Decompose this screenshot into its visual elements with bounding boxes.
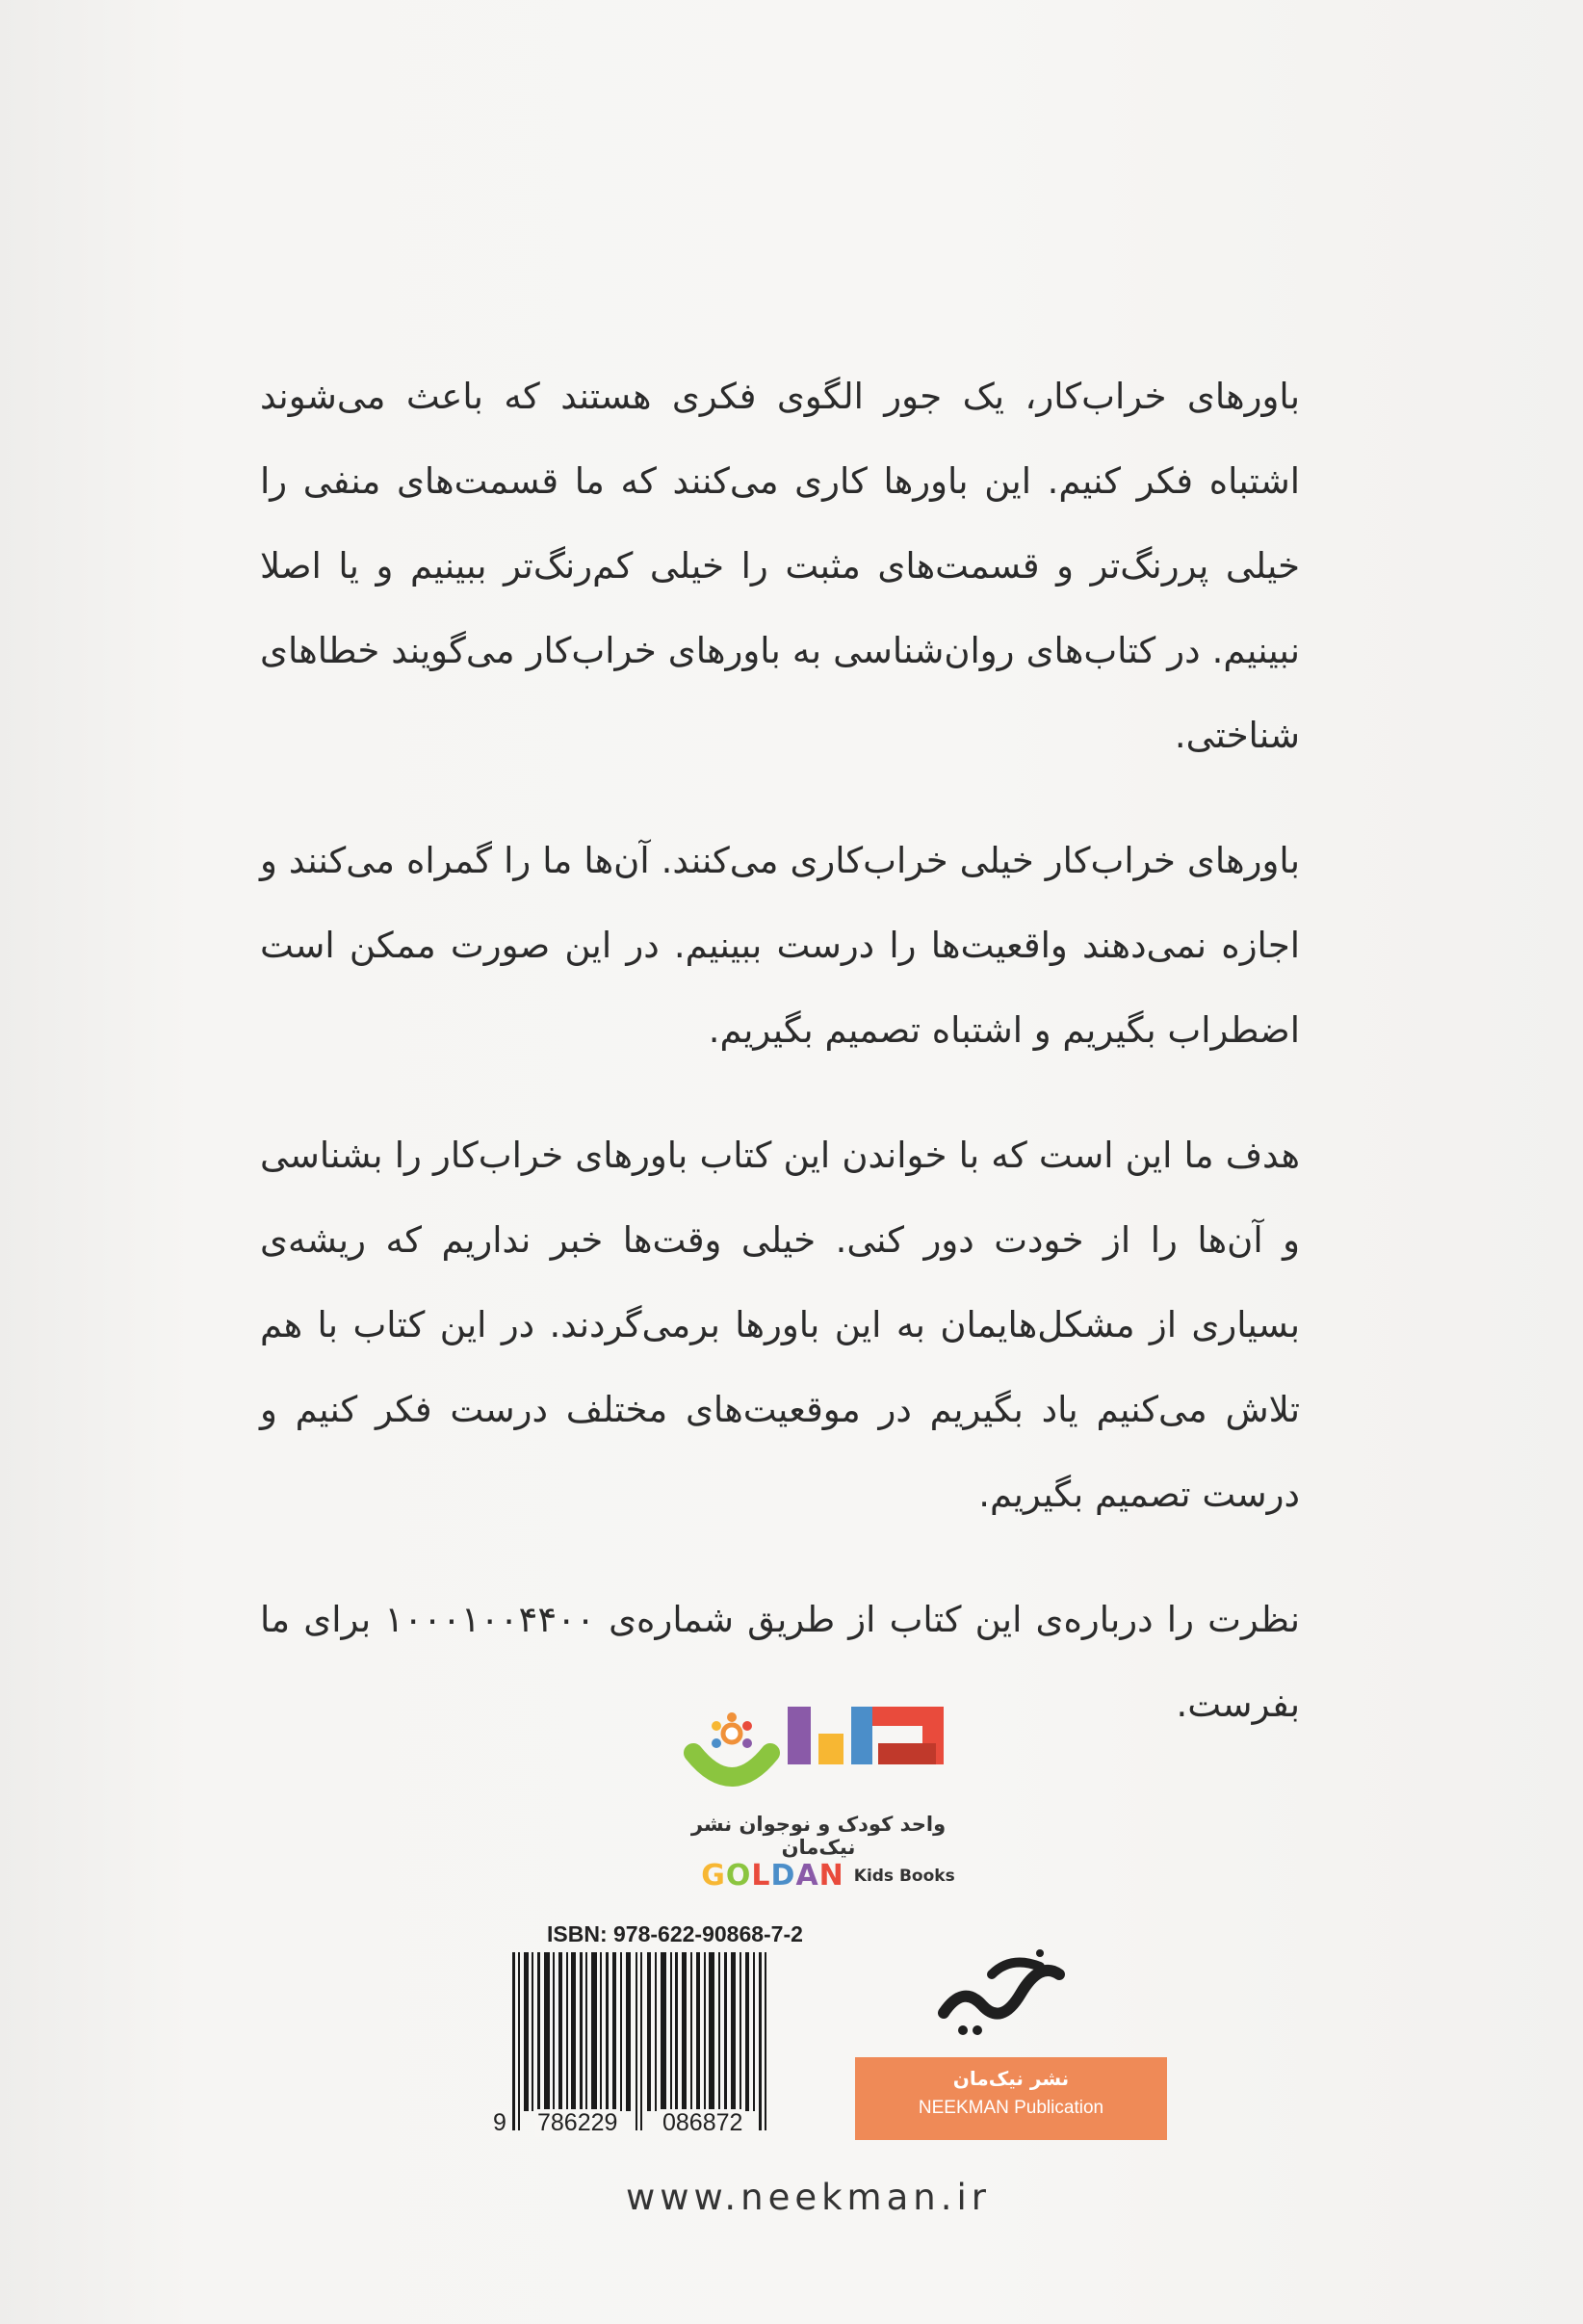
- neekman-badge: [855, 2057, 1167, 2140]
- barcode-icon: [491, 1952, 809, 2135]
- isbn-barcode-block: [491, 1921, 809, 2143]
- blurb-text: [260, 354, 1300, 1788]
- badge-persian-label: نشر نیک‌مان: [952, 2067, 1070, 2090]
- neekman-logo-mark: [924, 1945, 1078, 2037]
- blurb-paragraph: باورهای خراب‌کار خیلی خراب‌کاری می‌کنند. آن‌ها ما را گمراه می‌کنند و اجازه نمی‌دهند واقعیت‌ها را درست ببینیم. در این صورت ممکن است اضطراب بگیریم و اشتباه تصمیم بگیریم.: [260, 840, 1300, 1051]
- goldan-wordmark: GOLDAN: [701, 1859, 844, 1893]
- barcode-digits-right: 086872: [662, 2109, 743, 2136]
- neekman-logo: [924, 1945, 1078, 2037]
- goldan-imprint-logo: [674, 1705, 963, 1907]
- website-url: www.neekman.ir: [626, 2177, 991, 2218]
- blurb-paragraph: هدف ما این است که با خواندن این کتاب باورهای خراب‌کار را بشناسی و آن‌ها را از خودت دور کنی. خیلی وقت‌ها خبر نداریم که ریشه‌ی بسیاری از مشکل‌هایمان به این باورها برمی‌گردند. در این کتاب با هم تلاش می‌کنیم یاد بگیریم در موقعیت‌های مختلف درست فکر کنیم و درست تصمیم بگیریم.: [260, 1135, 1300, 1515]
- badge-english-label: NEEKMAN Publication: [918, 2098, 1104, 2118]
- imprint-latin-name: [693, 1859, 963, 1893]
- barcode-digits-left: 786229: [537, 2109, 618, 2136]
- barcode-digit-first: 9: [493, 2109, 506, 2136]
- imprint-tagline: واحد کودک و نوجوان نشر نیک‌مان: [690, 1813, 947, 1859]
- isbn-label: ISBN: 978-622-90868-7-2: [547, 1921, 803, 1946]
- goldan-logo-mark: [674, 1705, 963, 1811]
- blurb-paragraph: نظرت را درباره‌ی این کتاب از طریق شماره‌ی ۱۰۰۰۱۰۰۴۴۰۰ برای ما بفرست.: [260, 1599, 1300, 1725]
- blurb-paragraph: باورهای خراب‌کار، یک جور الگوی فکری هستند که باعث می‌شوند اشتباه فکر کنیم. این باورها کاری می‌کنند که ما قسمت‌های منفی را خیلی پررنگ‌تر و قسمت‌های مثبت را خیلی کم‌رنگ‌تر ببینیم و یا اصلا نبینیم. در کتاب‌های روان‌شناسی به باورهای خراب‌کار می‌گویند خطاهای شناختی.: [260, 376, 1300, 756]
- kids-books-label: Kids Books: [853, 1866, 955, 1886]
